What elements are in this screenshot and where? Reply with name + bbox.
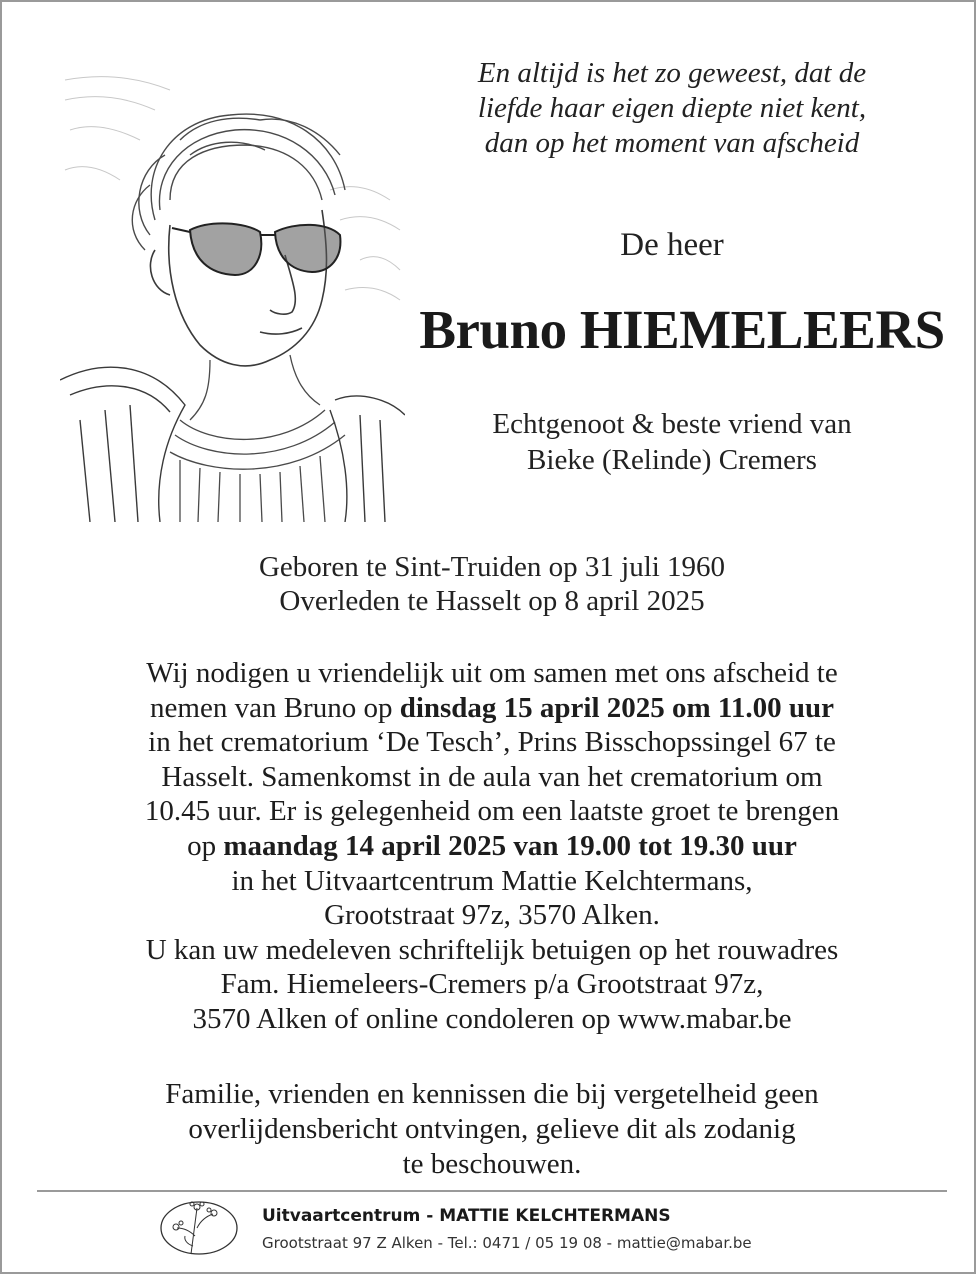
death-line: Overleden te Hasselt op 8 april 2025 bbox=[279, 585, 705, 617]
invitation-line-part: nemen van Bruno op bbox=[150, 691, 400, 724]
closing-text bbox=[2, 1077, 980, 1182]
invitation-line-part: op bbox=[187, 829, 224, 862]
footer-divider bbox=[37, 1190, 947, 1192]
funeral-home-address: Grootstraat 97 Z Alken - Tel.: 0471 / 05 19 08 - mattie@mabar.be bbox=[262, 1234, 752, 1252]
invitation-line: in het crematorium ‘De Tesch’, Prins Bisschopssingel 67 te bbox=[148, 726, 836, 759]
invitation-line: 3570 Alken of online condoleren op www.mabar.be bbox=[192, 1002, 792, 1035]
invitation-line: Wij nodigen u vriendelijk uit om samen met ons afscheid te bbox=[146, 657, 838, 689]
invitation-line: U kan uw medeleven schriftelijk betuigen op het rouwadres bbox=[145, 933, 839, 966]
invitation-line: Grootstraat 97z, 3570 Alken. bbox=[324, 899, 660, 932]
funeral-home-name: Uitvaartcentrum - MATTIE KELCHTERMANS bbox=[262, 1206, 671, 1226]
flower-sketch-icon bbox=[157, 1198, 241, 1258]
deceased-name: Bruno HIEMELEERS bbox=[419, 299, 945, 360]
quote-line: dan op het moment van afscheid bbox=[484, 127, 860, 159]
relation-text bbox=[422, 406, 922, 478]
life-dates bbox=[2, 550, 980, 618]
closing-line: Familie, vrienden en kennissen die bij vergetelheid geen bbox=[165, 1078, 819, 1110]
relation-line: Echtgenoot & beste vriend van bbox=[492, 408, 852, 440]
closing-line: te beschouwen. bbox=[402, 1148, 582, 1180]
invitation-line: in het Uitvaartcentrum Mattie Kelchtermans, bbox=[231, 864, 753, 897]
closing-line: overlijdensbericht ontvingen, gelieve dit als zodanig bbox=[188, 1113, 796, 1145]
invitation-line: Fam. Hiemeleers-Cremers p/a Grootstraat 97z, bbox=[220, 968, 764, 1001]
quote-line: En altijd is het zo geweest, dat de bbox=[477, 57, 867, 89]
invitation-line bbox=[2, 829, 980, 864]
funeral-date: dinsdag 15 april 2025 om 11.00 uur bbox=[399, 691, 834, 724]
quote-line: liefde haar eigen diepte niet kent, bbox=[477, 92, 867, 124]
invitation-line bbox=[2, 691, 980, 726]
birth-line: Geboren te Sint-Truiden op 31 juli 1960 bbox=[258, 551, 726, 583]
memorial-quote bbox=[422, 56, 922, 161]
invitation-line: Hasselt. Samenkomst in de aula van het crematorium om bbox=[161, 760, 823, 793]
honorific: De heer bbox=[620, 227, 724, 263]
relation-line: Bieke (Relinde) Cremers bbox=[527, 444, 817, 476]
portrait-sketch bbox=[60, 60, 405, 522]
viewing-date: maandag 14 april 2025 van 19.00 tot 19.30 uur bbox=[223, 829, 797, 862]
invitation-text bbox=[2, 656, 980, 1037]
invitation-line: 10.45 uur. Er is gelegenheid om een laatste groet te brengen bbox=[144, 795, 840, 828]
portrait-sketch-drawing bbox=[60, 60, 405, 522]
